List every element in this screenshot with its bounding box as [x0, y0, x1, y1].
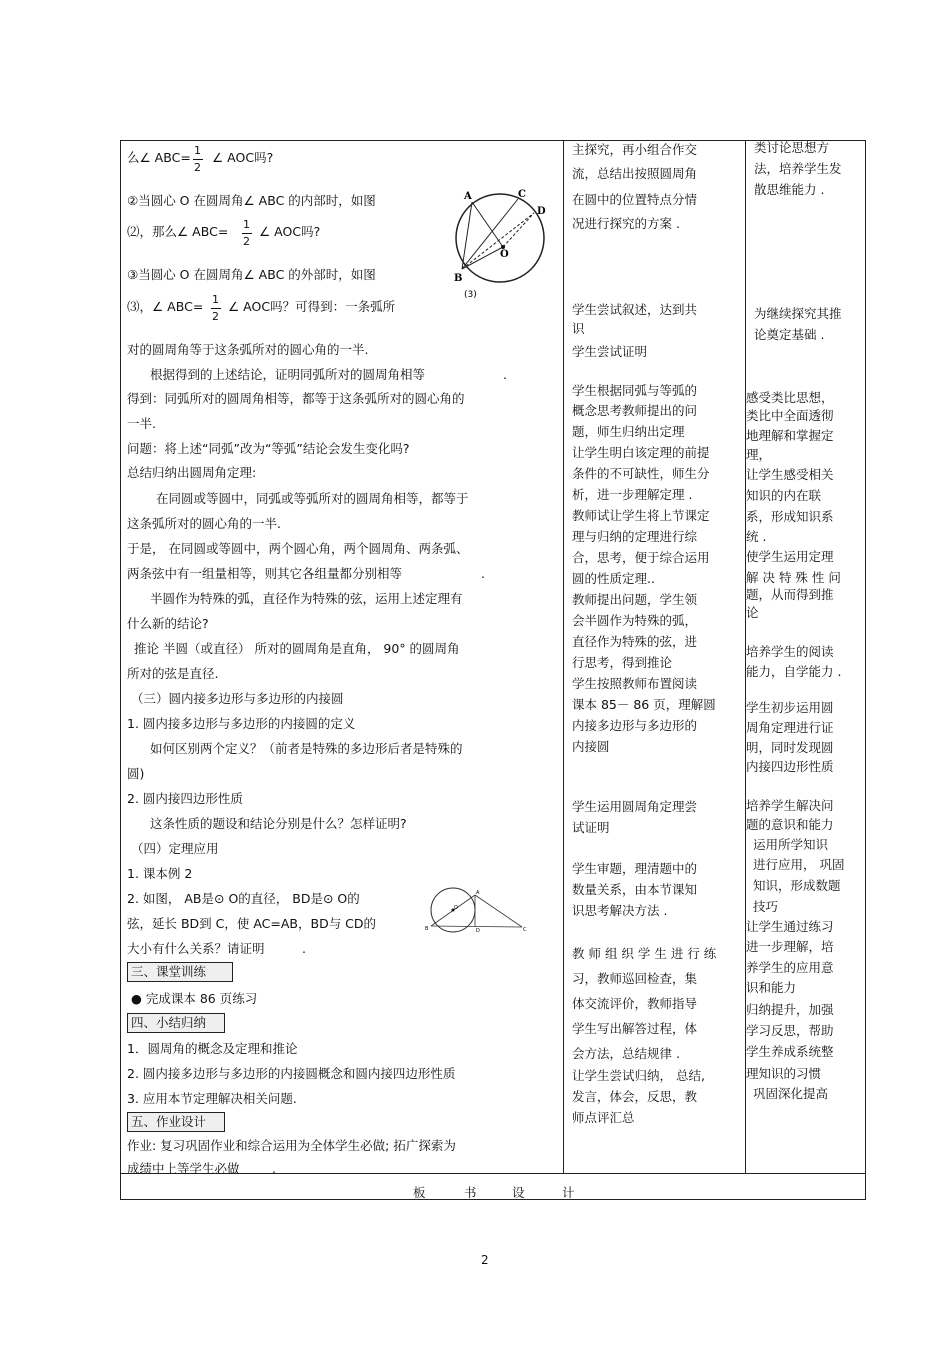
text-line: 让学生尝试归纳， 总结,: [572, 1068, 705, 1083]
fraction-bar: [242, 233, 252, 234]
text-line: 为继续探究其推: [754, 306, 842, 321]
text-line: .: [272, 1161, 276, 1176]
text-line: 周角定理进行证: [746, 720, 834, 735]
label-c: C: [518, 189, 526, 200]
text-line: 运用所学知识: [753, 837, 829, 852]
text-line: ∠ AOC吗？可得到：一条弧所: [228, 299, 396, 314]
fraction-bar: [193, 159, 203, 160]
text-line: 这条弧所对的圆心角的一半.: [127, 516, 281, 531]
text-line: .: [503, 367, 507, 382]
text-line: ∠ AOC吗?: [259, 224, 321, 239]
text-line: 进行应用， 巩固: [753, 857, 845, 872]
text-line: ⑶，∠ ABC=: [127, 299, 204, 314]
fraction-numerator: 1: [243, 218, 250, 231]
text-line: 么∠ ABC=: [127, 150, 191, 165]
text-line: 能力，自学能力 .: [746, 664, 842, 679]
section-heading-box: 三、课堂训练: [127, 962, 233, 982]
section-heading: （三）圆内接多边形与多边形的内接圆: [131, 691, 344, 706]
text-line: 两条弦中有一组量相等，则其它各组量都分别相等: [127, 566, 403, 581]
text-line: 什么新的结论?: [127, 616, 209, 631]
text-line: 所对的弦是直径.: [127, 666, 219, 681]
text-line: 一半.: [127, 416, 156, 431]
text-line: 巩固深化提高: [753, 1086, 829, 1101]
text-line: ③当圆心 O 在圆周角∠ ABC 的外部时，如图: [127, 267, 376, 282]
text-line: 1. 圆内接多边形与多边形的内接圆的定义: [127, 716, 356, 731]
text-line: 系，形成知识系: [746, 509, 834, 524]
section-heading: （四）定理应用: [131, 841, 219, 856]
text-line: .: [481, 566, 485, 581]
text-line: 教师提出问题，学生领: [572, 592, 698, 607]
text-line: 1. 课本例 2: [127, 866, 193, 881]
text-line: 识: [572, 321, 585, 336]
line-bc: [431, 926, 522, 927]
text-line: 教 师 组 织 学 生 进 行 练: [572, 946, 717, 961]
text-line: 解 决 特 殊 性 问: [746, 570, 841, 585]
text-line: 理知识的习惯: [746, 1066, 822, 1081]
text-line: 进一步理解，培: [746, 939, 834, 954]
text-line: 归纳提升，加强: [746, 1002, 834, 1017]
text-line: 直径作为特殊的弦，进: [572, 634, 698, 649]
text-line: 使学生运用定理: [746, 549, 834, 564]
text-line: 散思维能力 .: [754, 182, 825, 197]
text-line: 识和能力: [746, 980, 797, 995]
text-line: 于是， 在同圆或等圆中，两个圆心角，两个圆周角、两条弧、: [127, 541, 469, 556]
label-a: A: [464, 191, 472, 202]
text-line: 培养学生的阅读: [746, 644, 834, 659]
text-line: 教师试让学生将上节课定: [572, 508, 710, 523]
text-line: 题，师生归纳出定理: [572, 424, 685, 439]
text-line: 学生初步运用圆: [746, 700, 834, 715]
board-design-char: 计: [562, 1185, 575, 1200]
text-line: 流，总结出按照圆周角: [572, 166, 698, 181]
circle-outline: [456, 194, 544, 282]
section-heading-box: 五、作业设计: [127, 1112, 225, 1132]
label-o: O: [454, 905, 458, 911]
text-line: 学生写出解答过程，体: [572, 1021, 698, 1036]
text-line: 培养学生解决问: [746, 798, 834, 813]
text-line: 内接四边形性质: [746, 759, 834, 774]
board-design-char: 板: [413, 1185, 426, 1200]
text-line: 理，: [746, 447, 772, 462]
fraction-denominator: 2: [243, 235, 250, 248]
text-line: 类讨论思想方: [754, 140, 830, 155]
text-line: 在圆中的位置特点分情: [572, 192, 698, 207]
text-line: 根据得到的上述结论，证明同弧所对的圆周角相等: [150, 367, 426, 382]
text-line: 课本 85－ 86 页，理解圆: [572, 697, 716, 712]
text-line: 如何区别两个定义？（前者是特殊的多边形后者是特殊的: [150, 741, 463, 756]
chord-bd: [462, 213, 534, 269]
text-line: 主探究，再小组合作交: [572, 142, 698, 157]
fraction-numerator: 1: [212, 293, 219, 306]
line-ac: [475, 895, 522, 927]
text-line: 让学生明白该定理的前提: [572, 445, 710, 460]
text-line: 知识的内在联: [746, 488, 822, 503]
text-line: 技巧: [753, 899, 779, 914]
text-line: 作业: 复习巩固作业和综合运用为全体学生必做; 拓广探索为: [127, 1138, 456, 1153]
text-line: 论: [746, 605, 759, 620]
column-divider: [563, 141, 564, 1173]
text-line: 论奠定基础 .: [754, 327, 825, 342]
text-line: 大小有什么关系？请证明: [127, 941, 265, 956]
text-line: 试证明: [572, 820, 610, 835]
text-line: 让学生感受相关: [746, 467, 834, 482]
label-a: A: [476, 890, 480, 896]
text-line: 推论 半圆（或直径） 所对的圆周角是直角， 90° 的圆周角: [134, 641, 460, 656]
board-design-char: 书: [464, 1185, 477, 1200]
text-line: 师点评汇总: [572, 1110, 635, 1125]
text-line: 行思考，得到推论: [572, 655, 673, 670]
text-line: 养学生的应用意: [746, 960, 834, 975]
text-line: 3. 应用本节定理解决相关问题.: [127, 1091, 297, 1106]
label-b: B: [454, 273, 463, 284]
text-line: 学习反思，帮助: [746, 1023, 834, 1038]
text-line: 地理解和掌握定: [746, 428, 834, 443]
text-line: 内接圆: [572, 739, 610, 754]
label-d: D: [537, 206, 546, 217]
text-line: 2. 如图， AB是⊙ O的直径， BD是⊙ O的: [127, 891, 360, 906]
circle-figure-3: [448, 186, 554, 302]
text-line: 会方法，总结规律 .: [572, 1046, 680, 1061]
text-line: 类比中全面透彻: [746, 408, 834, 423]
text-line: 发言，体会，反思，教: [572, 1089, 698, 1104]
text-line: 会半圆作为特殊的弧，: [572, 613, 698, 628]
text-line: 条件的不可缺性，师生分: [572, 466, 710, 481]
text-line: 半圆作为特殊的弧，直径作为特殊的弦，运用上述定理有: [150, 591, 463, 606]
text-line: 统 .: [746, 529, 767, 544]
fraction-bar: [211, 308, 221, 309]
board-design-char: 设: [512, 1185, 525, 1200]
text-line: 题，从而得到推: [746, 587, 834, 602]
text-line: 感受类比思想，: [746, 390, 834, 405]
text-line: .: [302, 941, 306, 956]
text-line: 明，同时发现圆: [746, 740, 834, 755]
text-line: 这条性质的题设和结论分别是什么？怎样证明?: [150, 816, 407, 831]
fraction-denominator: 2: [212, 310, 219, 323]
text-line: ②当圆心 O 在圆周角∠ ABC 的内部时，如图: [127, 193, 376, 208]
radius-od: [503, 213, 534, 247]
text-line: 对的圆周角等于这条弧所对的圆心角的一半.: [127, 342, 369, 357]
label-b: B: [425, 926, 429, 932]
text-line: 概念思考教师提出的问: [572, 403, 698, 418]
text-line: 学生养成系统整: [746, 1044, 834, 1059]
text-line: 弦，延长 BD到 C，使 AC=AB，BD与 CD的: [127, 916, 377, 931]
text-line: 问题：将上述“同弧”改为“等弧”结论会发生变化吗?: [127, 441, 410, 456]
text-line: 况进行探究的方案 .: [572, 216, 680, 231]
text-line: 得到：同弧所对的圆周角相等，都等于这条弧所对的圆心角的: [127, 391, 465, 406]
text-line: 总结归纳出圆周角定理:: [127, 465, 257, 480]
text-line: 理与归纳的定理进行综: [572, 529, 698, 544]
text-line: 在同圆或等圆中，同弧或等弧所对的圆周角相等，都等于: [156, 491, 469, 506]
fraction-numerator: 1: [194, 144, 201, 157]
text-line: ⑵，那么∠ ABC=: [127, 224, 229, 239]
text-line: 内接多边形与多边形的: [572, 718, 698, 733]
text-line: 知识，形成数题: [753, 878, 841, 893]
figure-caption: (3): [464, 290, 477, 300]
text-line: 法，培养学生发: [754, 161, 842, 176]
label-c: C: [523, 927, 527, 933]
text-line: 学生尝试叙述，达到共: [572, 302, 698, 317]
text-line: 识思考解决方法 .: [572, 903, 668, 918]
radius-bo: [462, 247, 503, 269]
text-line: 让学生通过练习: [746, 919, 834, 934]
label-o: O: [500, 249, 509, 260]
text-line: 析，进一步理解定理 .: [572, 487, 693, 502]
section-heading-box: 四、小结归纳: [127, 1013, 225, 1033]
fraction-denominator: 2: [194, 161, 201, 174]
text-line: 2. 圆内接四边形性质: [127, 791, 243, 806]
text-line: 学生运用圆周角定理尝: [572, 799, 698, 814]
text-line: 题的意识和能力: [746, 817, 834, 832]
text-line: 学生根据同弧与等弧的: [572, 383, 698, 398]
text-line: 1．圆周角的概念及定理和推论: [127, 1041, 298, 1056]
text-line: 圆): [127, 766, 145, 781]
text-line: 成绩中上等学生必做: [127, 1161, 240, 1176]
label-d: D: [476, 928, 480, 934]
text-line: 学生审题，理清题中的: [572, 861, 698, 876]
text-line: 数量关系，由本节课知: [572, 882, 698, 897]
text-line: 合，思考，便于综合运用: [572, 550, 710, 565]
text-line: ● 完成课本 86 页练习: [131, 991, 258, 1006]
text-line: ∠ AOC吗?: [212, 150, 274, 165]
text-line: 2. 圆内接多边形与多边形的内接圆概念和圆内接四边形性质: [127, 1066, 456, 1081]
text-line: 习，教师巡回检查，集: [572, 971, 698, 986]
text-line: 学生尝试证明: [572, 344, 648, 359]
text-line: 学生按照教师布置阅读: [572, 676, 698, 691]
page-number: 2: [481, 1253, 489, 1267]
text-line: 圆的性质定理..: [572, 571, 655, 586]
text-line: 体交流评价，教师指导: [572, 996, 698, 1011]
circle-figure-example: [422, 886, 530, 934]
